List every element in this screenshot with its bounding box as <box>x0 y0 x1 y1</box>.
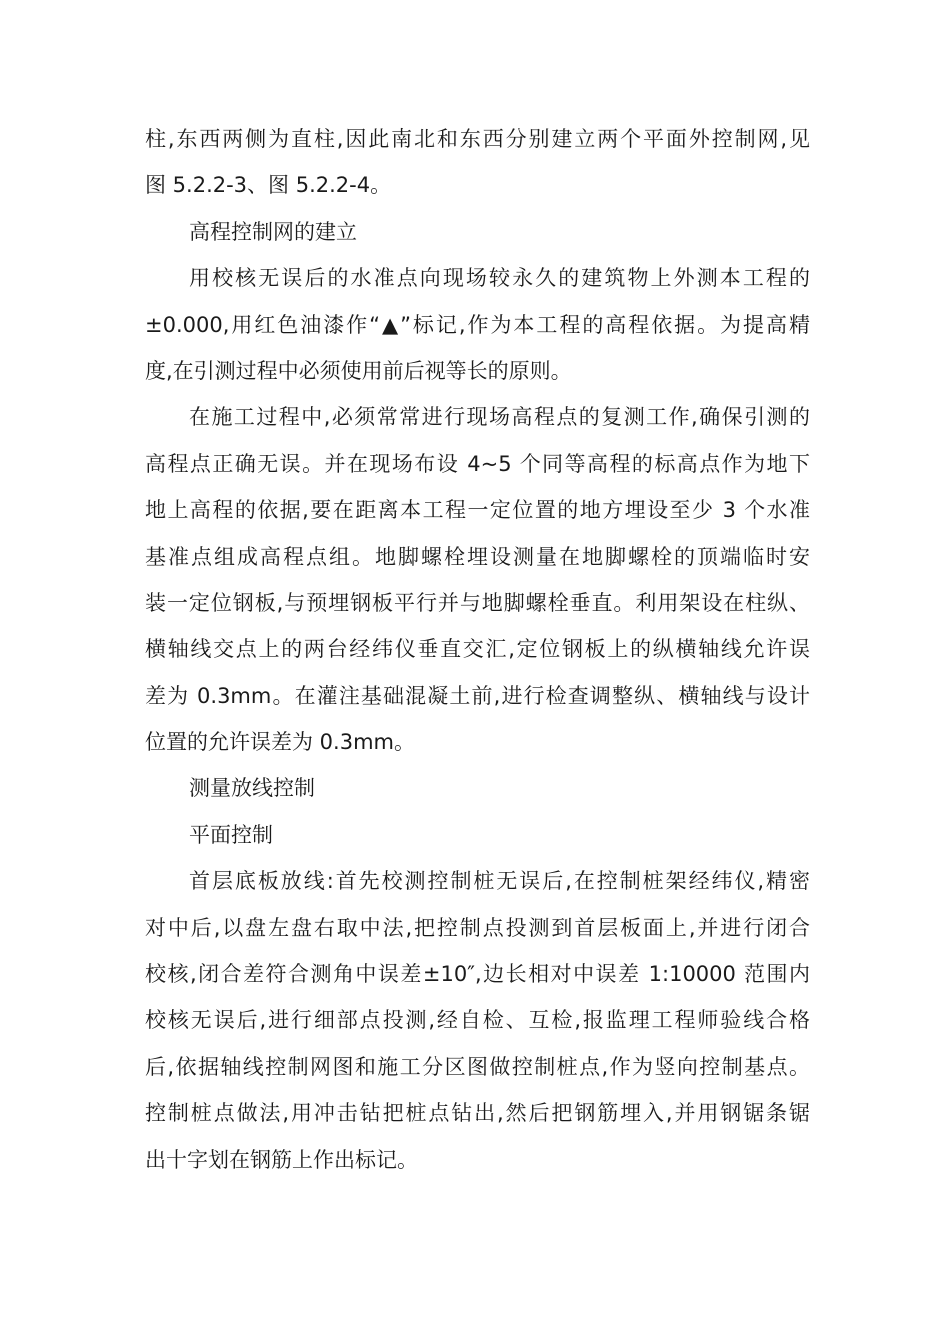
text-line: 后,依据轴线控制网图和施工分区图做控制桩点,作为竖向控制基点。 <box>145 1054 810 1079</box>
text-line: 差为 0.3mm。在灌注基础混凝土前,进行检查调整纵、横轴线与设计 <box>145 683 810 708</box>
text-line: 地上高程的依据,要在距离本工程一定位置的地方埋设至少 3 个水准 <box>145 498 810 523</box>
text-line: 高程点正确无误。并在现场布设 4~5 个同等高程的标高点作为地下 <box>145 451 810 476</box>
text-line: 位置的允许误差为 0.3mm。 <box>145 730 415 755</box>
text-line: 在施工过程中,必须常常进行现场高程点的复测工作,确保引测的 <box>189 405 810 430</box>
text-line: ±0.000,用红色油漆作“▲”标记,作为本工程的高程依据。为提高精 <box>145 312 810 337</box>
document-body <box>145 116 810 1183</box>
text-line: 校核无误后,进行细部点投测,经自检、互检,报监理工程师验线合格 <box>145 1008 810 1033</box>
text-line: 校核,闭合差符合测角中误差±10″,边长相对中误差 1:10000 范围内 <box>145 962 810 987</box>
text-line: 装一定位钢板,与预埋钢板平行并与地脚螺栓垂直。利用架设在柱纵、 <box>145 590 810 615</box>
text-line: 出十字划在钢筋上作出标记。 <box>145 1147 418 1172</box>
text-line: 首层底板放线:首先校测控制桩无误后,在控制桩架经纬仪,精密 <box>189 869 810 894</box>
section-heading: 平面控制 <box>189 822 273 847</box>
text-line: 柱,东西两侧为直柱,因此南北和东西分别建立两个平面外控制网,见 <box>145 127 810 151</box>
section-heading: 高程控制网的建立 <box>189 219 357 244</box>
section-heading: 测量放线控制 <box>189 776 315 801</box>
text-line: 用校核无误后的水准点向现场较永久的建筑物上外测本工程的 <box>189 266 810 291</box>
text-line: 控制桩点做法,用冲击钻把桩点钻出,然后把钢筋埋入,并用钢锯条锯 <box>145 1101 810 1126</box>
text-line: 横轴线交点上的两台经纬仪垂直交汇,定位钢板上的纵横轴线允许误 <box>145 637 810 662</box>
text-line: 度,在引测过程中必须使用前后视等长的原则。 <box>145 358 572 383</box>
text-line: 对中后,以盘左盘右取中法,把控制点投测到首层板面上,并进行闭合 <box>145 915 810 940</box>
text-line: 图 5.2.2-3、图 5.2.2-4。 <box>145 173 392 198</box>
text-line: 基准点组成高程点组。地脚螺栓埋设测量在地脚螺栓的顶端临时安 <box>145 544 810 569</box>
